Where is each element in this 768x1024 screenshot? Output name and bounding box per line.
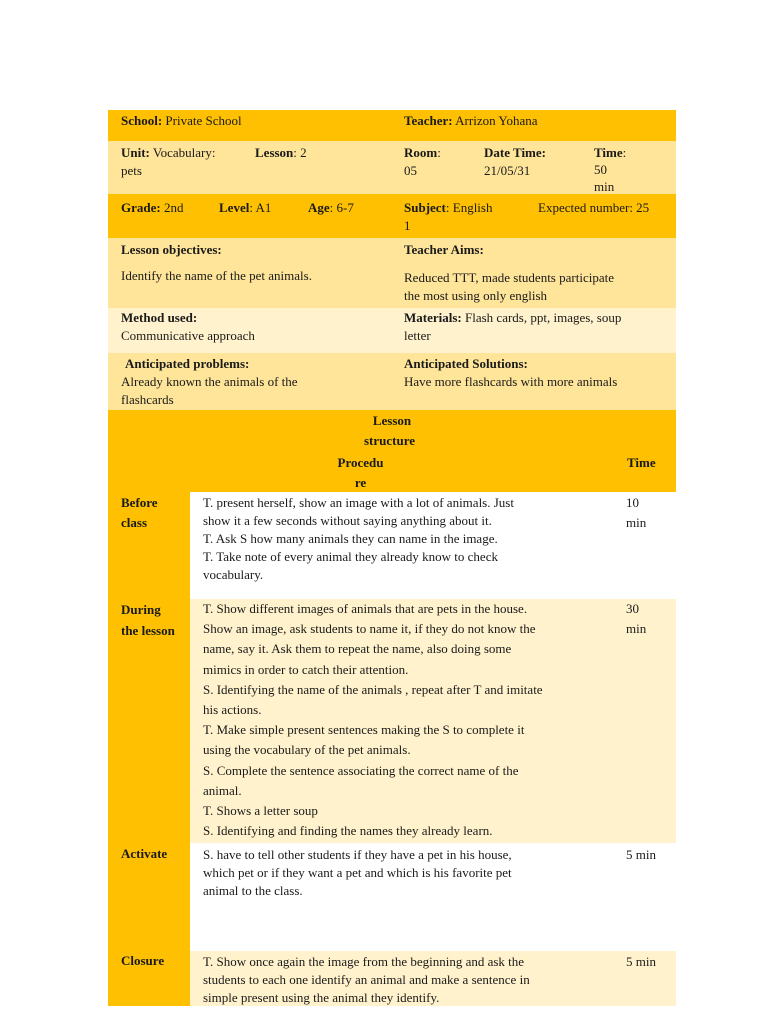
age-cell — [295, 194, 391, 238]
stage-closure-name-text: Closure — [121, 953, 165, 968]
time-value-1: : — [622, 145, 627, 160]
procedure-header-1: Procedu — [337, 455, 384, 470]
lesson-cell — [242, 141, 391, 194]
before-line: vocabulary. — [203, 567, 264, 582]
closure-time: 5 min — [626, 954, 656, 969]
during-time-1: 30 — [626, 601, 639, 616]
unit-label: Unit: — [121, 145, 150, 160]
closure-line: T. Show once again the image from the beginning and ask the — [203, 954, 525, 969]
date-cell — [476, 141, 587, 194]
subject-value-2: 1 — [404, 218, 411, 233]
objectives-cell — [108, 238, 391, 308]
method-text: Communicative approach — [121, 328, 255, 343]
stage-before-time — [613, 492, 676, 599]
solutions-cell — [391, 353, 676, 410]
stage-activate-time — [613, 843, 676, 951]
grade-cell — [108, 194, 206, 238]
age-label: Age — [308, 200, 330, 215]
unit-cell — [108, 141, 242, 194]
room-label: Room — [404, 145, 438, 160]
before-time-1: 10 — [626, 495, 639, 510]
stage-during-procedure — [190, 599, 613, 843]
stage-during-name — [108, 599, 190, 843]
stage-before-procedure — [190, 492, 613, 599]
aims-text-2: the most using only english — [404, 288, 547, 303]
method-label: Method used: — [121, 310, 198, 325]
activate-time: 5 min — [626, 847, 656, 862]
aims-text-1: Reduced TTT, made students participate — [404, 270, 614, 285]
method-cell — [108, 308, 391, 353]
stage-closure-procedure — [190, 951, 613, 1006]
during-line: using the vocabulary of the pet animals. — [203, 742, 411, 758]
time-header — [613, 452, 676, 492]
solutions-text: Have more flashcards with more animals — [404, 374, 618, 389]
stage-during-name-2: the lesson — [121, 623, 175, 638]
before-line: T. present herself, show an image with a lot of animals. Just — [203, 495, 514, 510]
school-label: School: — [121, 113, 163, 128]
time-label: Time — [594, 145, 623, 160]
activate-line: S. have to tell other students if they have a pet in his house, — [203, 847, 512, 862]
school-value: Private School — [165, 113, 242, 128]
problems-label: Anticipated problems: — [125, 356, 250, 371]
during-line: his actions. — [203, 702, 262, 718]
level-cell — [206, 194, 295, 238]
aims-cell — [391, 238, 676, 308]
procedure-header-2: re — [354, 475, 367, 490]
teacher-value: Arrizon Yohana — [455, 113, 538, 128]
subject-label: Subject — [404, 200, 446, 215]
during-line: T. Shows a letter soup — [203, 803, 318, 819]
time-header-label: Time — [627, 455, 656, 470]
before-line: show it a few seconds without saying anything about it. — [203, 513, 492, 528]
during-line: mimics in order to catch their attention. — [203, 661, 409, 677]
during-line: S. Identifying and finding the names they already learn. — [203, 823, 493, 839]
activate-line: which pet or if they want a pet and which is his favorite pet — [203, 865, 512, 880]
unit-value: Vocabulary: — [152, 145, 216, 160]
stage-activate-name-text: Activate — [121, 846, 168, 861]
closure-line: simple present using the animal they identify. — [203, 990, 440, 1005]
during-line: S. Identifying the name of the animals , repeat after T and imitate — [203, 681, 543, 697]
teacher-extra-cell — [613, 110, 676, 141]
during-line: animal. — [203, 782, 242, 798]
problems-cell — [108, 353, 391, 410]
objectives-label: Lesson objectives: — [121, 242, 222, 257]
time-cell — [587, 141, 676, 194]
grade-label: Grade: — [121, 200, 161, 215]
materials-cell — [391, 308, 676, 353]
structure-title-2: structure — [363, 433, 416, 448]
materials-text-1: Flash cards, ppt, images, soup — [465, 310, 622, 325]
date-value: 21/05/31 — [484, 163, 531, 178]
before-time-2: min — [626, 515, 647, 530]
date-label: Date Time: — [484, 145, 546, 160]
stage-before-name — [108, 492, 190, 599]
stage-closure-name — [108, 951, 190, 1006]
materials-text-2: letter — [404, 328, 431, 343]
materials-label: Materials: — [404, 310, 462, 325]
level-value: : A1 — [249, 200, 272, 215]
during-line: name, say it. Ask them to repeat the name, also doing some — [203, 641, 512, 657]
solutions-label: Anticipated Solutions: — [404, 356, 528, 371]
structure-title-1: Lesson — [372, 413, 412, 428]
unit-value-2: pets — [121, 163, 142, 178]
expected-number: Expected number: 25 — [538, 200, 650, 215]
lesson-value: : 2 — [293, 145, 307, 160]
stage-before-name-1: Before — [121, 495, 158, 510]
level-label: Level — [219, 200, 250, 215]
stage-during-name-1: During — [121, 602, 161, 617]
before-line: T. Ask S how many animals they can name in the image. — [203, 531, 498, 546]
room-value-2: 05 — [404, 163, 417, 178]
objectives-text: Identify the name of the pet animals. — [121, 268, 312, 283]
subject-value-1: : English — [445, 200, 493, 215]
stage-activate-procedure — [190, 843, 613, 951]
stage-during-time — [613, 599, 676, 843]
school-cell — [108, 110, 391, 141]
during-line: Show an image, ask students to name it, if they do not know the — [203, 621, 536, 637]
structure-title — [108, 410, 676, 452]
during-line: T. Make simple present sentences making the S to complete it — [203, 722, 525, 738]
lesson-label: Lesson — [255, 145, 294, 160]
stage-before-name-2: class — [121, 515, 147, 530]
during-line: S. Complete the sentence associating the correct name of the — [203, 762, 519, 778]
closure-line: students to each one identify an animal and make a sentence in — [203, 972, 530, 987]
expected-cell — [525, 194, 676, 238]
activate-line: animal to the class. — [203, 883, 303, 898]
room-value-1: : — [437, 145, 441, 160]
problems-text-2: flashcards — [121, 392, 174, 407]
teacher-cell — [391, 110, 613, 141]
subject-cell — [391, 194, 525, 238]
teacher-label: Teacher: — [404, 113, 453, 128]
aims-label: Teacher Aims: — [404, 242, 484, 257]
stage-closure-time — [613, 951, 676, 1006]
time-value-3: min — [594, 179, 615, 194]
procedure-header — [108, 452, 613, 492]
problems-text-1: Already known the animals of the — [121, 374, 298, 389]
during-time-2: min — [626, 621, 647, 636]
time-value-2: 50 — [594, 162, 607, 177]
before-line: T. Take note of every animal they already know to check — [203, 549, 498, 564]
stage-activate-name — [108, 843, 190, 951]
grade-value: 2nd — [163, 200, 184, 215]
room-cell — [391, 141, 476, 194]
during-line: T. Show different images of animals that are pets in the house. — [203, 601, 528, 616]
age-value: : 6-7 — [329, 200, 354, 215]
